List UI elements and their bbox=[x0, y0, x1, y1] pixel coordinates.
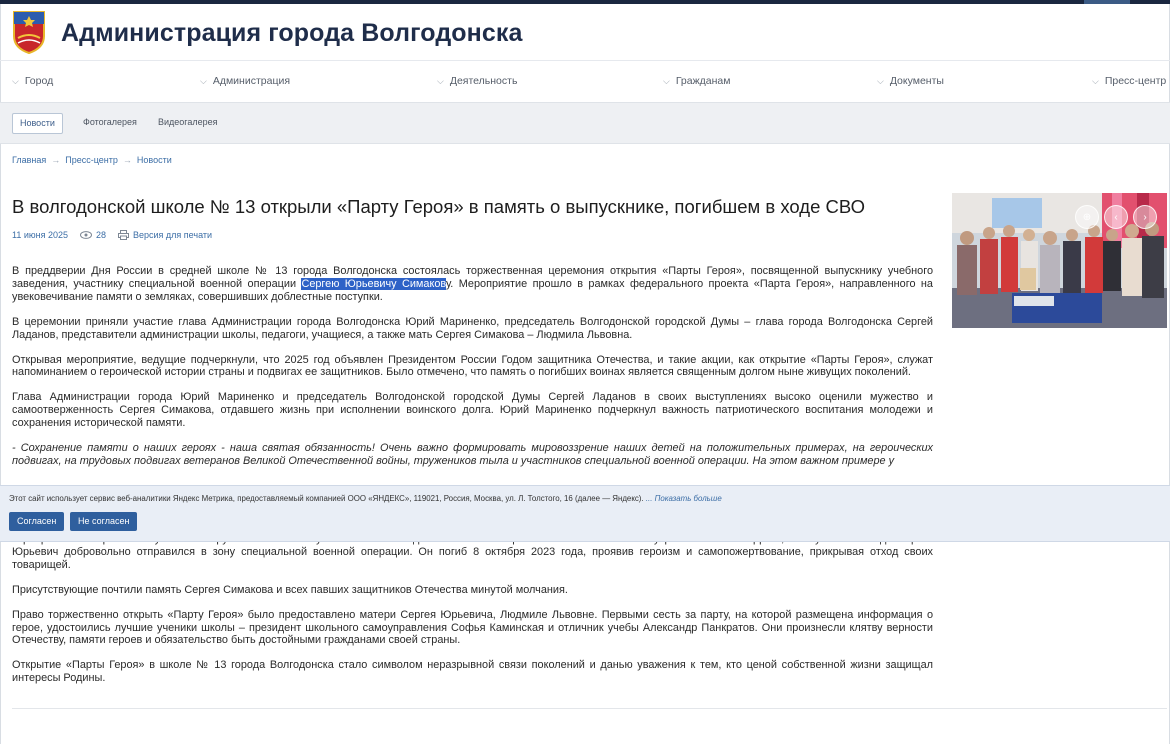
tab-video-gallery[interactable]: Видеогалерея bbox=[158, 117, 218, 127]
chevron-left-icon[interactable]: ‹ bbox=[1104, 205, 1128, 229]
nav-item-activity[interactable]: ⌵ Деятельность bbox=[437, 75, 518, 87]
coat-of-arms-icon[interactable] bbox=[12, 10, 46, 54]
breadcrumb-news[interactable]: Новости bbox=[136, 155, 172, 165]
site-header bbox=[0, 4, 1170, 60]
print-link[interactable] bbox=[118, 230, 212, 240]
views-count bbox=[80, 230, 106, 240]
nav-item-documents[interactable]: ⌵ Документы bbox=[877, 75, 944, 87]
zoom-icon[interactable]: ⊕ bbox=[1075, 205, 1099, 229]
article-paragraph: Открытие «Парты Героя» в школе № 13 города Волгодонска стало символом неразрывной связи поколений и данью уважения к тем, кто ценой собственной жизни защищал интересы Родины. bbox=[12, 659, 933, 685]
chevron-down-icon: ⌵ bbox=[877, 76, 884, 86]
tab-photo-gallery[interactable]: Фотогалерея bbox=[83, 117, 137, 127]
article-paragraph: Присутствующие почтили память Сергея Симакова и всех павших защитников Отечества минутой молчания. bbox=[12, 583, 568, 596]
breadcrumb-separator: → bbox=[122, 155, 132, 165]
eye-icon bbox=[80, 231, 92, 239]
print-link-label: Версия для печати bbox=[133, 230, 213, 240]
breadcrumb-separator: → bbox=[51, 155, 61, 165]
views-value: 28 bbox=[96, 230, 107, 240]
cookie-banner bbox=[0, 485, 1170, 542]
article-title: В волгодонской школе № 13 открыли «Парту Героя» в память о выпускнике, погибшем в ходе СВО bbox=[12, 196, 865, 217]
nav-item-administration[interactable]: ⌵ Администрация bbox=[200, 75, 291, 87]
article-body-continued bbox=[12, 533, 933, 697]
tab-news[interactable]: Новости bbox=[12, 113, 63, 134]
chevron-right-icon[interactable]: › bbox=[1133, 205, 1157, 229]
disagree-button[interactable]: Не согласен bbox=[70, 512, 137, 531]
nav-item-citizens[interactable]: ⌵ Гражданам bbox=[663, 75, 731, 87]
breadcrumb-home[interactable]: Главная bbox=[12, 155, 47, 165]
article-photo[interactable] bbox=[952, 193, 1167, 328]
article-quote: - Сохранение памяти о наших героях - наша святая обязанность! Очень важно формировать мировоззрение наших детей на положительных примерах, на героических подвигах, на трудовых подвигах ветеранов Великой Отечественной войны, тружеников тыла и участников специальной военной операции. На этом важном примере у bbox=[12, 442, 933, 467]
selected-text: Сергею Юрьевичу Симаков bbox=[301, 277, 446, 290]
cookie-text: Этот сайт использует сервис веб-аналитики Яндекс Метрика, предоставляемый компанией ООО «ЯНДЕКС», 119021, Россия, Москва, ул. Л. Толстого, 16 (далее — Яндекс). ... Показать больше bbox=[9, 494, 722, 503]
sub-nav bbox=[0, 102, 1170, 144]
article-paragraph: Юрьевич добровольно отправился в зону специальной военной операции. Он погиб 8 октября 2023 года, проявив героизм и самопожертвование, прикрывая отход своих товарищей. bbox=[12, 545, 933, 571]
chevron-down-icon: ⌵ bbox=[12, 76, 19, 86]
breadcrumb bbox=[12, 155, 172, 165]
main-nav bbox=[0, 60, 1170, 103]
chevron-down-icon: ⌵ bbox=[663, 76, 670, 86]
article-paragraph: Открывая мероприятие, ведущие подчеркнули, что 2025 год объявлен Президентом России Годом защитника Отечества, и такие акции, как открытие «Парты Героя», служат напоминанием о героической истории страны и подвигах ее защитников. Было отмечено, что память о погибших воинах является священным долгом ныне живущих поколений. bbox=[12, 353, 933, 379]
article-paragraph: В церемонии приняли участие глава Администрации города Волгодонска Юрий Мариненко, председатель Волгодонской городской Думы – глава города Волгодонска Сергей Ладанов, представители администрации школы, педагоги, учащиеся, а также мать Сергея Симакова – Людмила Львовна. bbox=[12, 315, 933, 341]
article-paragraph: Глава Администрации города Юрий Мариненко и председатель Волгодонской городской Думы Сергей Ладанов в своих выступлениях высоко оценили мужество и самоотверженность Сергея Симакова, отдавшего жизнь при исполнении воинского долга. Юрий Мариненко подчеркнул важность патриотического воспитания молодежи и сохранения исторической памяти. bbox=[12, 391, 933, 430]
article-meta bbox=[12, 230, 224, 240]
photo-controls bbox=[1070, 205, 1157, 229]
divider bbox=[12, 708, 1167, 709]
nav-item-city[interactable]: ⌵ Город bbox=[12, 75, 54, 87]
article-paragraph: В преддверии Дня России в средней школе № 13 города Волгодонска состоялась торжественная церемония открытия «Парты Героя», посвященной выпускнику учебного заведения, участнику специальной военной операции Сергею Юрьевичу Симакову. Мероприятие прошло в рамках федерального проекта «Парта Героя», направленного на увековечивание памяти о земляках, совершивших доблестные поступки. bbox=[12, 265, 933, 303]
article-paragraph: Право торжественно открыть «Парту Героя» было предоставлено матери Сергея Юрьевича, Людмиле Львовне. Первыми сесть за парту, на которой размещена информация о герое, удостоились лучшие ученики школы – президент школьного самоуправления Софья Каминская и отличник учебы Александр Панкратов. Они произнесли клятву верности Отечеству, памяти героев и обязательство быть достойными гражданами своей страны. bbox=[12, 608, 933, 647]
agree-button[interactable]: Согласен bbox=[9, 512, 64, 531]
breadcrumb-press-center[interactable]: Пресс-центр bbox=[65, 155, 118, 165]
show-more-link[interactable]: ... Показать больше bbox=[645, 494, 722, 503]
nav-item-press-center[interactable]: ⌵ Пресс-центр bbox=[1092, 75, 1167, 87]
chevron-down-icon: ⌵ bbox=[1092, 76, 1099, 86]
site-title[interactable]: Администрация города Волгодонска bbox=[61, 19, 523, 47]
printer-icon bbox=[118, 230, 129, 240]
article-date: 11 июня 2025 bbox=[12, 230, 68, 240]
chevron-down-icon: ⌵ bbox=[200, 76, 207, 86]
chevron-down-icon: ⌵ bbox=[437, 76, 444, 86]
article-body bbox=[12, 265, 933, 480]
